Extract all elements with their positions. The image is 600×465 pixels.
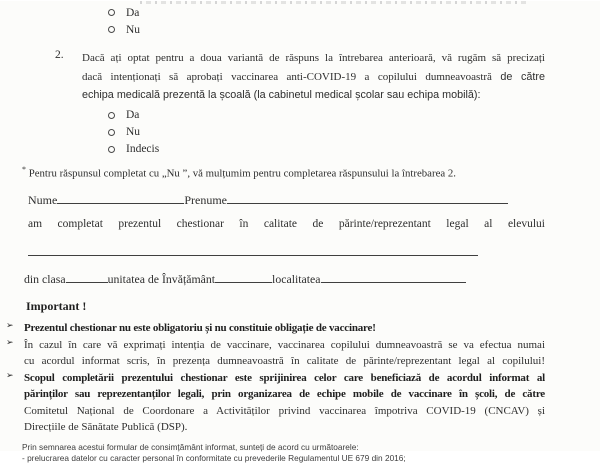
question-2-line1: Dacă ați optat pentru a doua variantă de răspuns la întrebarea anterioară, vă rugăm să precizați <box>82 52 545 64</box>
bullet-item <box>0 337 545 370</box>
bullet-item <box>0 320 545 337</box>
bullet-text: Prezentul chestionar nu este obligatoriu și nu constituie obligație de vaccinare! <box>24 322 376 335</box>
class-label: din clasa <box>24 272 66 287</box>
radio-circle-icon <box>108 112 115 119</box>
option-nu <box>108 21 600 38</box>
question-2-line2 <box>82 68 545 87</box>
question-2-line3: echipa medicală prezentă la școală (la cabinetul medical școlar sau echipa mobilă): <box>82 89 481 101</box>
question-number: 2. <box>55 49 64 61</box>
radio-circle-icon <box>108 146 115 153</box>
arrow-bullet-icon: ➢ <box>6 321 14 332</box>
option-label: Da <box>126 109 140 121</box>
locality-blank-field <box>321 270 466 283</box>
student-name-blank-field <box>28 242 478 256</box>
option-label: Indecis <box>126 143 160 155</box>
cropped-line-remnant <box>140 1 530 4</box>
option-da <box>108 107 600 124</box>
bullet-text: Comitetul Național de Coordonare a Activităților privind vaccinarea împotriva COVID-19 (CNCAV) și <box>24 404 545 417</box>
fine-print-line: - prelucrarea datelor cu caracter personal în conformitate cu prevederile Regulamentul UE 679 din 2016; <box>22 453 406 464</box>
question-2-text <box>82 49 545 105</box>
surname-label: Prenume <box>184 193 227 208</box>
name-blank-field <box>57 191 184 204</box>
class-row <box>24 270 600 287</box>
radio-circle-icon <box>108 26 115 33</box>
bullet-text: părinților sau reprezentanților legali, prin organizarea de echipe mobile de vaccinare în școli, de către <box>24 388 545 401</box>
question-2-line2-serif: dacă intenționați să aprobați vaccinarea anti-COVID-19 a copilului dumneavoastră <box>82 70 492 83</box>
radio-circle-icon <box>108 9 115 16</box>
important-bullet-list <box>0 320 600 436</box>
document-page <box>0 1 600 464</box>
bullet-text: Scopul completării prezentului chestionar este sprijinirea celor care beneficiază de acordul informat al <box>24 371 545 384</box>
bullet-text: Direcțiile de Sănătate Publică (DSP). <box>24 421 188 434</box>
footnote-text: Pentru răspunsul completat cu „Nu ”, vă mulțumim pentru completarea răspunsului la întrebarea 2. <box>28 167 456 180</box>
option-nu <box>108 124 600 141</box>
bullet-item <box>0 370 545 436</box>
bullet-text: cu acordul informat scris, în prezența dumneavoastră în calitate de părinte/reprezentant legal al copilului! <box>24 355 545 368</box>
question2-options <box>108 107 600 158</box>
name-row <box>28 191 600 208</box>
arrow-bullet-icon: ➢ <box>6 337 14 348</box>
arrow-bullet-icon: ➢ <box>6 370 14 381</box>
option-label: Da <box>126 6 140 19</box>
name-label: Nume <box>28 193 58 208</box>
question-2 <box>55 49 600 105</box>
footnote-marker: * <box>22 164 26 174</box>
consent-fine-print <box>22 442 600 465</box>
footnote <box>22 165 600 180</box>
declaration-line: am completat prezentul chestionar în calitate de părinte/reprezentant legal al elevului <box>28 218 545 231</box>
surname-blank-field <box>227 191 508 204</box>
radio-circle-icon <box>108 129 115 136</box>
important-heading: Important ! <box>26 299 87 314</box>
bullet-text: În cazul în care vă exprimați intenția de vaccinare, vaccinarea copilului dumneavoastră se va efectua numai <box>24 338 545 351</box>
school-blank-field <box>215 270 272 283</box>
class-blank-field <box>66 270 108 283</box>
option-da <box>108 4 600 21</box>
fine-print-line: Prin semnarea acestui formular de consimțământ informat, sunteți de acord cu următoarele: <box>22 441 359 452</box>
option-indecis <box>108 141 600 158</box>
locality-label: localitatea <box>272 272 321 287</box>
school-label: unitatea de Învățământ <box>107 272 216 287</box>
option-label: Nu <box>126 23 141 36</box>
option-label: Nu <box>126 126 141 138</box>
question-2-line2-sans: de către <box>500 70 545 83</box>
question1-options <box>108 4 600 38</box>
